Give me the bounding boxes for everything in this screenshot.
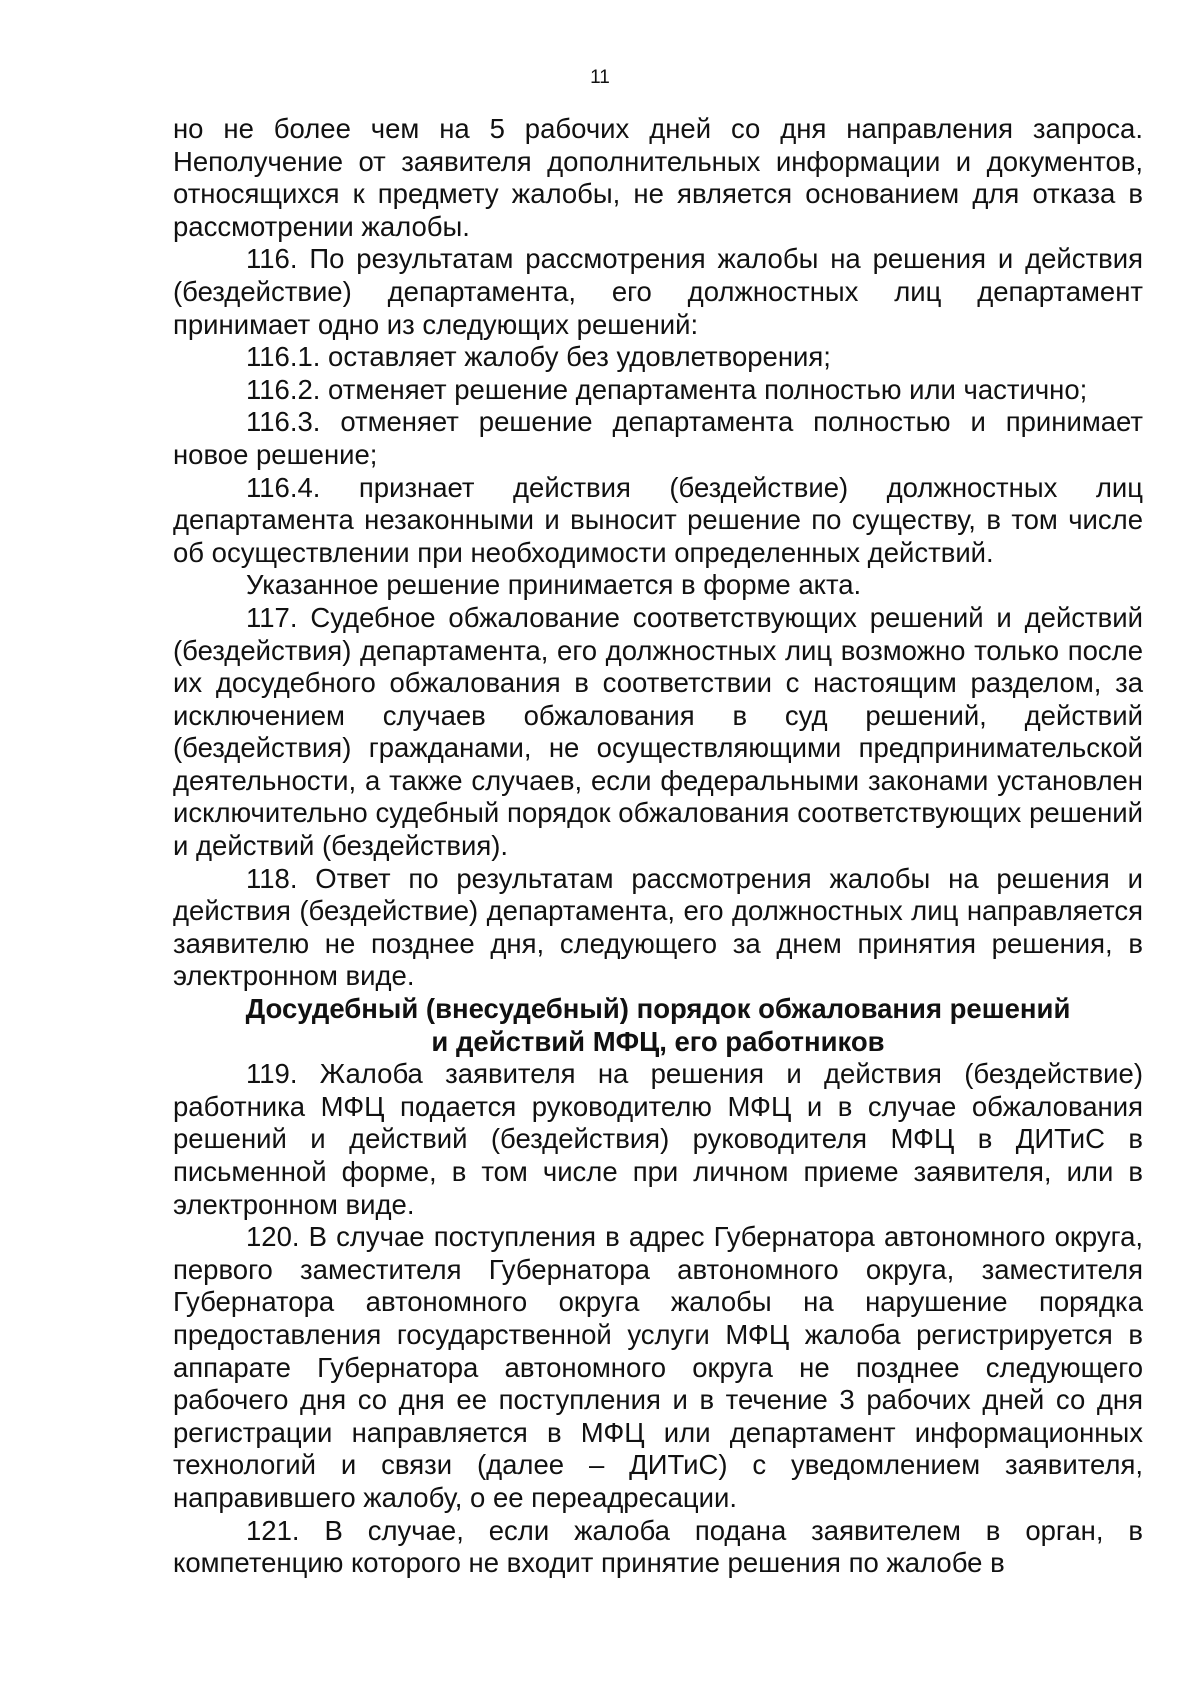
paragraph-117: 117. Судебное обжалование соответствующих решений и действий (бездействия) департамента, его должностных лиц возможно только после их досудебного обжалования в соответствии с настоящим разделом, за исключением случаев обжалования в суд решений, действий (бездействия) гражданами, не осуществляющими предпринимательской деятельности, а также случаев, если федеральными законами установлен исключительно судебный порядок обжалования соответствующих решений и действий (бездействия). (173, 601, 1143, 862)
paragraph-116-4: 116.4. признает действия (бездействие) должностных лиц департамента незаконными и выносит решение по существу, в том числе об осуществлении при необходимости определенных действий. (173, 471, 1143, 568)
paragraph-121: 121. В случае, если жалоба подана заявителем в орган, в компетенцию которого не входит принятие решения по жалобе в (173, 1514, 1143, 1579)
paragraph-116-1: 116.1. оставляет жалобу без удовлетворения; (246, 341, 831, 373)
section-heading (173, 993, 1143, 1058)
section-heading-line-2: и действий МФЦ, его работников (431, 1025, 885, 1057)
paragraph-act-form: Указанное решение принимается в форме акта. (246, 569, 862, 601)
paragraph-119: 119. Жалоба заявителя на решения и действия (бездействие) работника МФЦ подается руководителю МФЦ и в случае обжалования решений и действий (бездействия) руководителя МФЦ в ДИТиС в письменной форме, в том числе при личном приеме заявителя, или в электронном виде. (173, 1058, 1143, 1220)
paragraph-120: 120. В случае поступления в адрес Губернатора автономного округа, первого заместителя Губернатора автономного округа, заместителя Губернатора автономного округа жалобы на нарушение порядка предоставления государственной услуги МФЦ жалоба регистрируется в аппарате Губернатора автономного округа не позднее следующего рабочего дня со дня ее поступления и в течение 3 рабочих дней со дня регистрации направляется в МФЦ или департамент информационных технологий и связи (далее – ДИТиС) с уведомлением заявителя, направившего жалобу, о ее переадресации. (173, 1221, 1143, 1513)
page-number: 11 (590, 67, 610, 88)
section-heading-line-1: Досудебный (внесудебный) порядок обжалования решений (245, 993, 1071, 1025)
paragraph-continuation: но не более чем на 5 рабочих дней со дня направления запроса. Неполучение от заявителя дополнительных информации и документов, относящихся к предмету жалобы, не является основанием для отказа в рассмотрении жалобы. (173, 113, 1143, 242)
paragraph-116-2: 116.2. отменяет решение департамента полностью или частично; (246, 373, 1088, 405)
paragraph-116-3: 116.3. отменяет решение департамента полностью и принимает новое решение; (173, 406, 1143, 470)
document-body (173, 113, 1143, 1580)
paragraph-118: 118. Ответ по результатам рассмотрения жалобы на решения и действия (бездействие) департамента, его должностных лиц направляется заявителю не позднее дня, следующего за днем принятия решения, в электронном виде. (173, 862, 1143, 992)
paragraph-116: 116. По результатам рассмотрения жалобы на решения и действия (бездействие) департамента, его должностных лиц департамент принимает одно из следующих решений: (173, 243, 1143, 340)
